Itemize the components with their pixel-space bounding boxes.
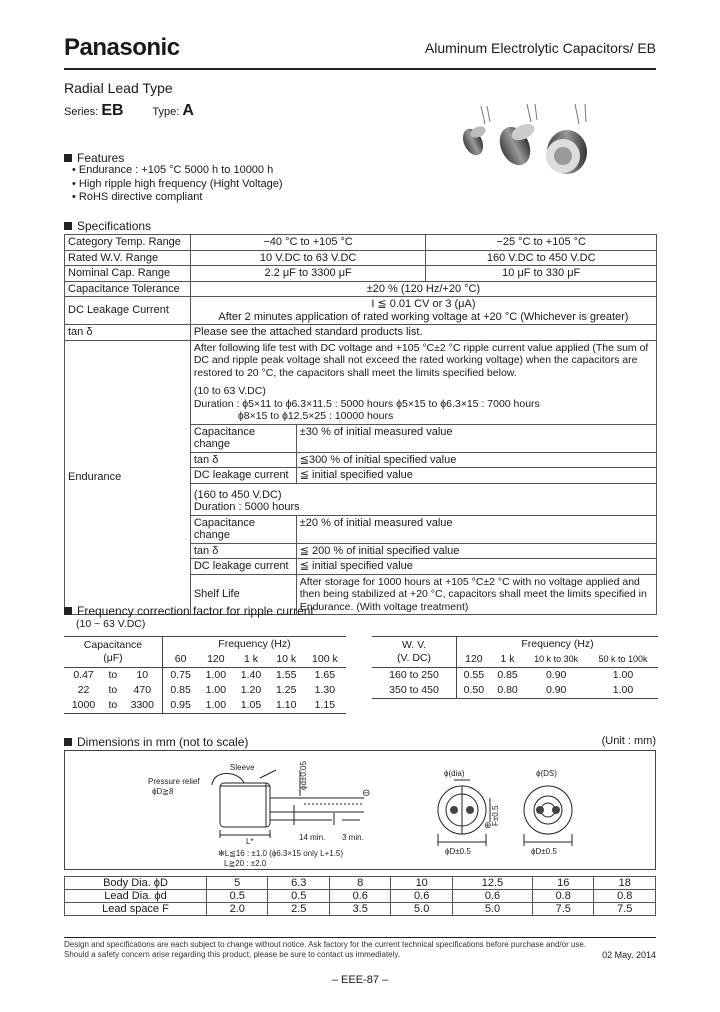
feature-item: • High ripple high frequency (Hight Voltage) [72, 178, 283, 192]
specifications-table [64, 234, 657, 615]
spec-value: ±20 % (120 Hz/+20 °C) [190, 281, 656, 297]
table-row: DC leakage current ≦ initial specified value [65, 468, 657, 484]
table-row: Capacitance change ±20 % of initial measured value [65, 515, 657, 543]
page-number: – EEE-87 – [331, 974, 389, 986]
table-row: tan δ ≦300 % of initial specified value [65, 452, 657, 468]
table-row [65, 297, 657, 325]
lead-dia-label: ϕd±0.05 [299, 761, 308, 790]
capacitor-large-icon [546, 104, 587, 174]
table-row [65, 281, 657, 297]
frequency-table-high: W. V. (V. DC) Frequency (Hz) 120 1 k 10 k to 30k 50 k to 100k 160 to 250 0.55 0.85 0.90 1.00 350 to 450 0.50 0.80 0.90 1.00 [372, 636, 658, 699]
sleeve-label: Sleeve [230, 763, 255, 772]
polarity-plus-icon: ⊕ [484, 820, 492, 830]
table-row: 22 to 470 0.85 1.00 1.20 1.25 1.30 [77, 684, 336, 696]
spec-value: 160 V.DC to 450 V.DC [426, 250, 657, 266]
dimension-drawing [64, 750, 656, 870]
spec-value: I ≦ 0.01 CV or 3 (μA) After 2 minutes application of rated working voltage at +20 °C (Whichever is greater) [190, 297, 656, 325]
pressure-relief-dia-label: ϕD≧8 [152, 787, 174, 796]
capacitor-medium-icon [494, 104, 537, 170]
bullet-square-icon [64, 154, 72, 162]
feature-item: • RoHS directive compliant [72, 191, 283, 205]
table-row [65, 235, 657, 251]
specifications-heading: Specifications [64, 219, 151, 233]
table-row: DC leakage current ≦ initial specified value [65, 559, 657, 575]
endurance-high-header: (160 to 450 V.DC) Duration : 5000 hours [190, 483, 656, 515]
table-row: 350 to 450 0.50 0.80 0.90 1.00 [372, 683, 658, 699]
lead-space-label: F±0.5 [491, 805, 500, 826]
spec-label: Capacitance Tolerance [65, 281, 191, 297]
spec-value: 10 μF to 330 μF [426, 266, 657, 282]
top-ds-label: ϕ(DS) [536, 769, 557, 778]
frequency-heading: Frequency correction factor for ripple current [64, 604, 314, 618]
end-view-2 [524, 786, 572, 834]
table-row: 1000 to 3300 0.95 1.00 1.05 1.10 1.15 [64, 698, 346, 714]
table-row: Body Dia. ϕD 5 6.3 8 10 12.5 16 18 [65, 877, 656, 890]
spec-label: tan δ [65, 325, 191, 341]
series-line [64, 102, 220, 120]
bullet-square-icon [64, 222, 72, 230]
spec-value: 2.2 μF to 3300 μF [190, 266, 426, 282]
spec-value: −25 °C to +105 °C [426, 235, 657, 251]
table-row: Lead Dia. ϕd 0.5 0.5 0.6 0.6 0.6 0.8 0.8 [65, 890, 656, 903]
features-list [72, 164, 283, 205]
frequency-subtitle: (10 ~ 63 V.DC) [76, 618, 146, 630]
table-row: 160 to 250 0.55 0.85 0.90 1.00 [389, 669, 634, 681]
type-value: A [182, 102, 194, 119]
spec-label: DC Leakage Current [65, 297, 191, 325]
freq-header: Frequency (Hz) [162, 637, 346, 653]
spec-value: After storage for 1000 hours at +105 °C±2 °C with no voltage applied and then being stabilized at +20 °C, capacitors shall meet the limits specified in Endurance. (With voltage treatment) [296, 574, 656, 615]
lead-hole-icon [466, 806, 474, 814]
unit-label: (Unit : mm) [601, 735, 656, 747]
spec-value: −40 °C to +105 °C [190, 235, 426, 251]
spec-value: 10 V.DC to 63 V.DC [190, 250, 426, 266]
capacitor-small-icon [459, 106, 490, 158]
polarity-minus-icon: ⊖ [362, 788, 371, 799]
endurance-intro: After following life test with DC voltage and +105 °C±2 °C ripple current value applied (The sum of DC and ripple peak voltage shall not exceed the rated working voltage) when the capacitors are restored to 20 °C, the capacitors shall meet the limits specified below. (10 to 63 V.DC) Duration : ϕ5×11 to ϕ6.3×11.5 : 5000 hours ϕ5×15 to ϕ6.3×15 : 7000 hours ϕ8×15 to ϕ12.5×25 : 10000 hours [190, 340, 656, 424]
body-dia-label-2: ϕD±0.5 [531, 847, 557, 856]
spec-label: Rated W.V. Range [65, 250, 191, 266]
table-row [65, 266, 657, 282]
bullet-square-icon [64, 607, 72, 615]
product-photo [455, 104, 615, 174]
series-label: Series: [64, 106, 99, 118]
cap-header: Capacitance (μF) [64, 637, 162, 668]
lead-length-label: 14 min. [299, 833, 326, 842]
footer-notes: Design and specifications are each subject to change without notice. Ask factory for the current technical specifications before purchase and/or use. Should a safety concern arise regarding this product, please be sure to contact us immediately. [64, 940, 587, 959]
length-label: L* [246, 837, 254, 846]
spec-label: Category Temp. Range [65, 235, 191, 251]
frequency-table-low: Capacitance (μF) Frequency (Hz) 60 120 1 k 10 k 100 k 0.47 to 10 0.75 1.00 1.40 1.55 1.65 22 to 470 0.85 1.00 1.20 1.25 1.30 1000 to 3300 0.95 1.00 1.05 1.10 1.15 [64, 636, 346, 714]
footer-divider [64, 937, 656, 938]
lead-hole-icon [552, 806, 560, 814]
lead-hole-icon [450, 806, 458, 814]
tolerance-note-1: ✻L≦16 : ±1.0 (ϕ6.3×15 only L+1.5) [218, 849, 344, 858]
table-row: 0.47 to 10 0.75 1.00 1.40 1.55 1.65 [73, 669, 336, 681]
spec-label: Endurance [65, 340, 191, 615]
lead-hole-icon [536, 806, 544, 814]
tolerance-note-2: L≧20 : ±2.0 [224, 859, 267, 868]
series-value: EB [101, 102, 124, 119]
pressure-relief-label: Pressure relief [148, 777, 200, 786]
spec-label: Nominal Cap. Range [65, 266, 191, 282]
top-dia-label: ϕ(dia) [444, 769, 465, 778]
header-divider [64, 68, 656, 70]
table-row [65, 325, 657, 341]
body-dia-label: ϕD±0.5 [445, 847, 471, 856]
type-label: Type: [152, 106, 180, 118]
feature-item: • Endurance : +105 °C 5000 h to 10000 h [72, 164, 283, 178]
table-row: Capacitance change ±30 % of initial measured value [65, 424, 657, 452]
features-heading: Features [64, 151, 124, 165]
table-row: Lead space F 2.0 2.5 3.5 5.0 5.0 7.5 7.5 [65, 903, 656, 916]
table-row: tan δ ≦ 200 % of initial specified value [65, 543, 657, 559]
bullet-square-icon [64, 738, 72, 746]
brand-logo: Panasonic [64, 34, 180, 61]
table-row [65, 250, 657, 266]
page-subtitle: Radial Lead Type [64, 80, 173, 96]
dimensions-table [64, 876, 656, 916]
lead-min-label: 3 min. [342, 833, 364, 842]
freq-header: Frequency (Hz) [457, 637, 659, 653]
table-row [65, 340, 657, 424]
issue-date: 02 May. 2014 [602, 950, 656, 960]
spec-value: Please see the attached standard products list. [190, 325, 656, 341]
dimensions-heading: Dimensions in mm (not to scale) [64, 735, 248, 749]
capacitor-body-outline [220, 783, 270, 827]
wv-header: W. V. (V. DC) [372, 637, 457, 668]
spec-label: Shelf Life [190, 574, 296, 615]
document-title: Aluminum Electrolytic Capacitors/ EB [424, 40, 656, 56]
